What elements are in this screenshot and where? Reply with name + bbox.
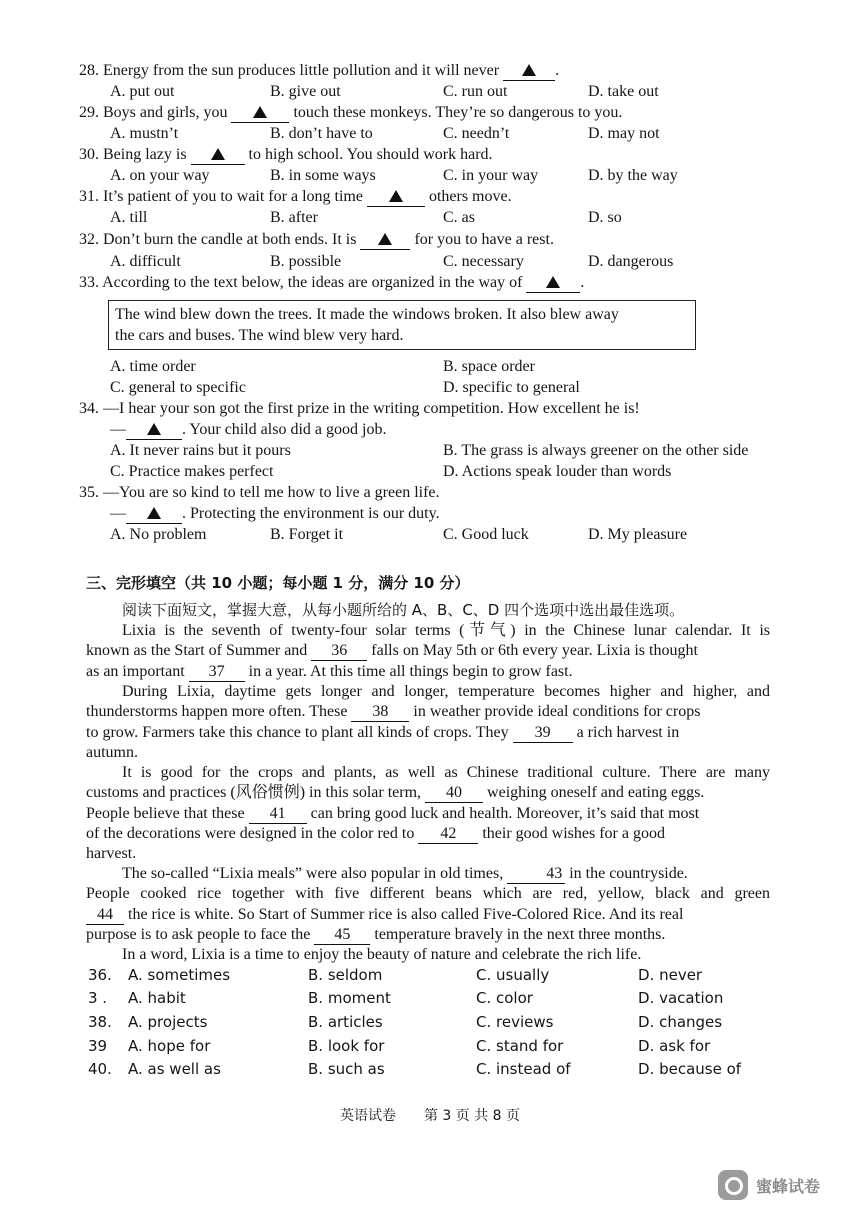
triangle-icon [378,233,392,245]
passage-text: as an important [86,662,189,680]
answer-blank[interactable] [360,231,410,250]
cloze-blank-43[interactable]: 43 [507,865,565,884]
passage-text: can bring good luck and health. Moreover, it’s said that most [306,804,700,822]
question-text-end: to high school. You should work hard. [244,146,493,163]
option-c[interactable]: C. run out [443,83,508,100]
option-a[interactable]: A. habit [128,989,186,1007]
option-c[interactable]: C. color [476,989,533,1007]
cloze-options-36 [0,964,860,986]
options-32 [0,251,860,272]
option-b[interactable]: B. don’t have to [270,125,373,142]
passage-text: thunderstorms happen more often. These [86,703,352,721]
option-c[interactable]: C. Good luck [443,526,529,543]
answer-blank[interactable] [503,62,555,81]
question-text: —You are so kind to tell me how to live a green life. [103,484,440,501]
passage-line [86,905,770,925]
question-number: 30. [79,146,99,163]
passage-line: autumn. [86,743,138,761]
passage-text: their good wishes for a good [478,824,665,842]
passage-text: in a year. At this time all things begin to grow fast. [244,662,573,680]
passage-line: It is good for the crops and plants, as well as Chinese traditional culture. There are many [122,764,770,781]
option-a[interactable]: A. as well as [128,1060,221,1078]
option-a[interactable]: A. It never rains but it pours [110,442,291,459]
passage-text: known as the Start of Summer and [86,642,312,660]
question-number: 32. [79,231,99,248]
cloze-blank-41[interactable]: 41 [249,805,307,824]
question-text: It’s patient of you to wait for a long time [103,188,367,205]
question-number: 29. [79,104,99,121]
passage-text: to grow. Farmers take this chance to plant all kinds of crops. They [86,723,513,741]
option-b[interactable]: B. in some ways [270,167,376,184]
passage-text: the rice is white. So Start of Summer rice is also called Five-Colored Rice. And its real [124,905,684,923]
option-d[interactable]: D. because of [638,1060,742,1078]
answer-blank[interactable] [191,146,245,165]
options-33-row1 [0,356,860,377]
option-d[interactable]: D. so [588,209,622,226]
passage-line [86,723,770,743]
passage-text: temperature bravely in the next three months. [370,925,666,943]
options-29 [0,123,860,144]
passage-text: The so-called “Lixia meals” were also popular in old times, [122,865,508,882]
cloze-number: 40. [88,1060,112,1078]
option-b[interactable]: B. articles [308,1013,383,1031]
option-b[interactable]: B. moment [308,989,391,1007]
options-28 [0,81,860,102]
passage-text: People believe that these [86,804,249,822]
option-d[interactable]: D. My pleasure [588,526,688,543]
option-c[interactable]: C. needn’t [443,125,510,142]
cloze-blank-42[interactable]: 42 [418,825,478,844]
option-c[interactable]: C. general to specific [110,379,246,396]
section-title: 三、完形填空（共 10 小题；每小题 1 分，满分 10 分） [86,574,470,592]
watermark-text: 蜜蜂试卷 [756,1176,821,1196]
triangle-icon [389,190,403,202]
option-a[interactable]: A. till [110,209,148,226]
option-b[interactable]: B. such as [308,1060,385,1078]
answer-blank[interactable] [526,274,580,293]
option-d[interactable]: D. ask for [638,1037,711,1055]
passage-paragraph-3 [86,763,770,864]
option-b[interactable]: B. The grass is always greener on the other side [443,442,749,459]
question-31 [0,186,860,207]
question-text: Boys and girls, you [103,104,232,121]
cloze-options-37 [0,987,860,1009]
cloze-blank-37[interactable]: 37 [189,663,245,682]
question-33 [0,272,860,293]
page-footer: 英语试卷 第 3 页 共 8 页 [339,1108,521,1124]
passage-line [86,925,770,945]
cloze-blank-38[interactable]: 38 [351,703,409,722]
question-number: 34. [79,400,99,417]
question-text-end: . [555,62,560,79]
answer-blank[interactable] [126,505,182,524]
options-35 [0,524,860,545]
option-c[interactable]: C. stand for [476,1037,564,1055]
question-number: 35. [79,484,99,501]
watermark [718,1168,836,1202]
reply-34: — . Your child also did a good job. [110,421,387,438]
passage-line [86,864,770,884]
option-b[interactable]: B. after [270,209,318,226]
option-a[interactable]: A. sometimes [128,966,231,984]
question-text: Don’t burn the candle at both ends. It is [103,231,361,248]
options-31 [0,207,860,228]
example-text-box [108,300,696,350]
option-c[interactable]: C. in your way [443,167,539,184]
option-a[interactable]: A. time order [110,358,196,375]
option-b[interactable]: B. Forget it [270,526,344,543]
triangle-icon [147,507,161,519]
question-30 [0,144,860,165]
cloze-options-38 [0,1011,860,1033]
passage-line: People cooked rice together with five different beans which are red, yellow, black and green [86,885,770,903]
option-d[interactable]: D. may not [588,125,660,142]
cloze-number: 38. [88,1013,112,1031]
question-text-end: . [580,274,585,291]
passage-text: falls on May 5th or 6th every year. Lixia is thought [367,642,698,660]
passage-text: customs and practices (风俗惯例) in this solar term, [86,784,426,802]
passage-line: During Lixia, daytime gets longer and longer, temperature becomes higher and higher, and [122,683,770,700]
cloze-options-40 [0,1058,860,1080]
passage-line: harvest. [86,845,137,863]
question-34 [0,398,860,419]
option-b[interactable]: B. give out [270,83,341,100]
cloze-blank-45[interactable]: 45 [314,926,370,945]
passage-paragraph-5 [86,945,770,965]
passage-line [86,804,770,824]
options-34-row2 [0,461,860,482]
option-c[interactable]: C. usually [476,966,550,984]
passage-text: in weather provide ideal conditions for crops [409,703,701,721]
option-c[interactable]: C. as [443,209,475,226]
cloze-number: 3 . [88,989,108,1007]
reply-text: . Your child also did a good job. [182,421,387,438]
passage-text: a rich harvest in [572,723,680,741]
option-a[interactable]: A. projects [128,1013,208,1031]
question-text: Energy from the sun produces little pollution and it will never [103,62,504,79]
question-35 [0,482,860,503]
option-d[interactable]: D. vacation [638,989,724,1007]
option-b[interactable]: B. space order [443,358,535,375]
option-c[interactable]: C. instead of [476,1060,571,1078]
cloze-blank-40[interactable]: 40 [425,784,483,803]
option-d[interactable]: D. Actions speak louder than words [443,463,672,480]
option-b[interactable]: B. seldom [308,966,383,984]
section-instruction: 阅读下面短文，掌握大意，从每小题所给的 A、B、C、D 四个选项中选出最佳选项。 [122,601,685,619]
option-d[interactable]: D. by the way [588,167,678,184]
cloze-number: 39 [88,1037,108,1055]
question-28 [0,60,860,81]
passage-line [86,702,770,722]
question-text: According to the text below, the ideas are organized in the way of [102,274,527,291]
triangle-icon [147,423,161,435]
passage-text: purpose is to ask people to face the [86,925,315,943]
cloze-options-39 [0,1035,860,1057]
option-b[interactable]: B. possible [270,253,342,270]
passage-paragraph-2 [86,682,770,763]
option-b[interactable]: B. look for [308,1037,385,1055]
cloze-blank-44[interactable]: 44 [86,906,124,925]
passage-line: Lixia is the seventh of twenty-four solar terms (节气) in the Chinese lunar calendar. It is [122,622,770,639]
passage-line: In a word, Lixia is a time to enjoy the beauty of nature and celebrate the rich life. [122,946,642,963]
option-d[interactable]: D. specific to general [443,379,580,396]
option-a[interactable]: A. on your way [110,167,210,184]
question-number: 28. [79,62,99,79]
answer-blank[interactable] [367,188,425,207]
cloze-blank-39[interactable]: 39 [513,724,573,743]
option-a[interactable]: A. difficult [110,253,181,270]
answer-blank[interactable] [231,104,289,123]
question-number: 31. [79,188,99,205]
passage-line [86,662,770,682]
triangle-icon [546,276,560,288]
triangle-icon [253,106,267,118]
option-a[interactable]: A. hope for [128,1037,211,1055]
triangle-icon [211,148,225,160]
question-text: —I hear your son got the first prize in the writing competition. How excellent he is! [103,400,640,417]
options-30 [0,165,860,186]
passage-paragraph-1 [86,621,770,682]
option-a[interactable]: A. mustn’t [110,125,179,142]
cloze-blank-36[interactable]: 36 [311,642,367,661]
box-line-1: The wind blew down the trees. It made the windows broken. It also blew away [115,306,619,323]
cloze-number: 36. [88,966,112,984]
box-line-2: the cars and buses. The wind blew very hard. [115,327,404,344]
passage-paragraph-4 [86,864,770,945]
answer-blank[interactable] [126,421,182,440]
question-text-end: for you to have a rest. [410,231,554,248]
question-text-end: others move. [424,188,512,205]
question-32 [0,229,860,250]
question-text-end: touch these monkeys. They’re so dangerous to you. [289,104,623,121]
option-d[interactable]: D. dangerous [588,253,674,270]
question-29 [0,102,860,123]
reply-text: . Protecting the environment is our duty. [182,505,440,522]
option-d[interactable]: D. take out [588,83,659,100]
options-34-row1 [0,440,860,461]
bee-logo-icon [718,1170,748,1200]
option-c[interactable]: C. necessary [443,253,524,270]
option-d[interactable]: D. changes [638,1013,723,1031]
option-d[interactable]: D. never [638,966,703,984]
options-33-row2 [0,377,860,398]
passage-line [86,783,770,803]
triangle-icon [522,64,536,76]
option-c[interactable]: C. reviews [476,1013,554,1031]
question-text: Being lazy is [103,146,191,163]
option-c[interactable]: C. Practice makes perfect [110,463,274,480]
passage-line [86,641,770,661]
passage-text: weighing oneself and eating eggs. [483,784,705,802]
passage-text: of the decorations were designed in the color red to [86,824,419,842]
option-a[interactable]: A. No problem [110,526,207,543]
passage-text: in the countryside. [565,865,688,882]
passage-line [86,824,770,844]
option-a[interactable]: A. put out [110,83,175,100]
question-number: 33. [79,274,99,291]
reply-35: — . Protecting the environment is our duty. [110,505,440,522]
